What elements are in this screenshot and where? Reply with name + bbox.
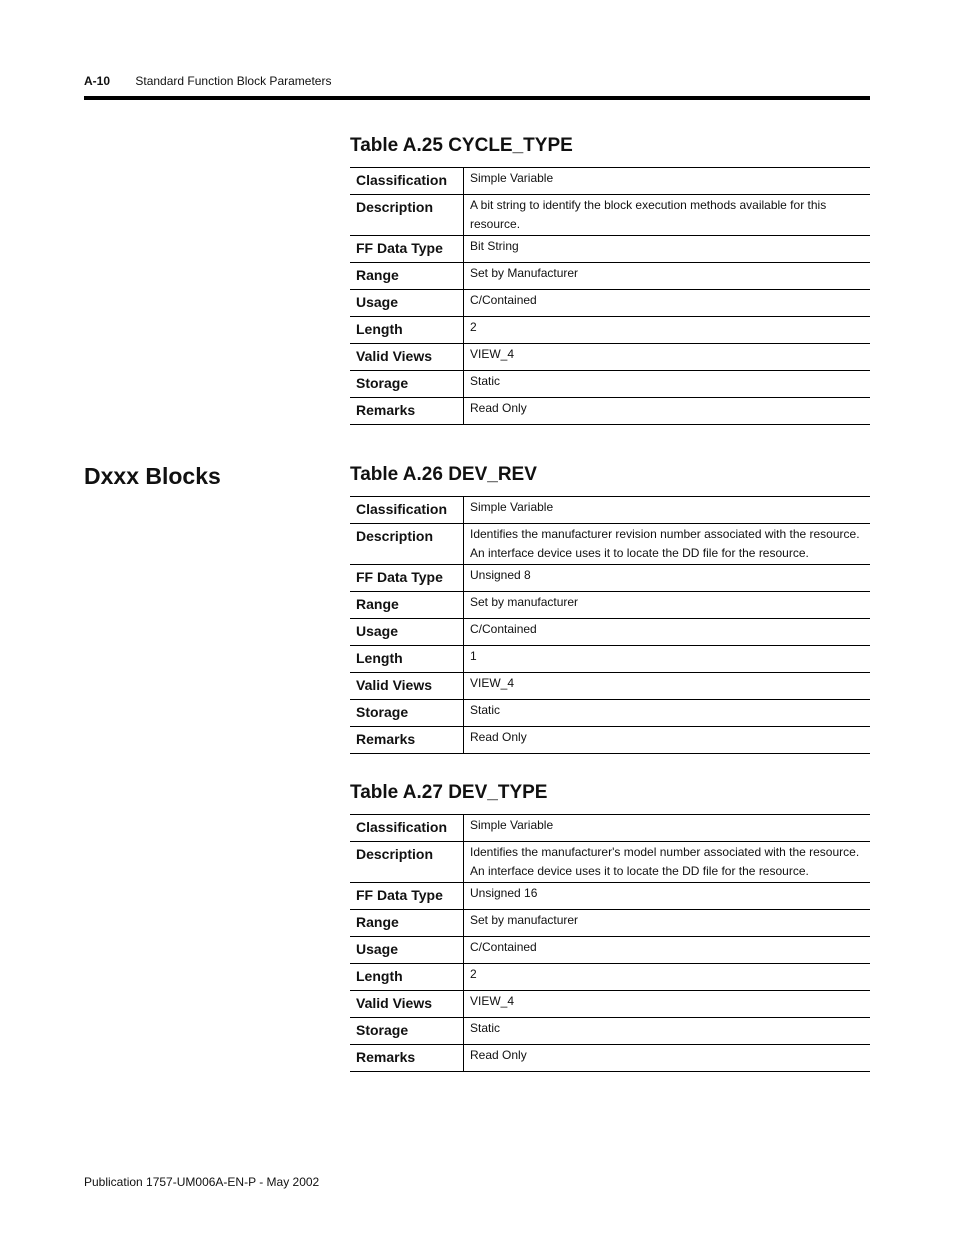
table-row bbox=[350, 646, 870, 673]
row-label: FF Data Type bbox=[350, 565, 464, 592]
row-value: Set by manufacturer bbox=[464, 910, 871, 937]
row-value: A bit string to identify the block execution methods available for this resource. bbox=[464, 195, 871, 236]
parameter-table bbox=[350, 167, 870, 425]
table-row bbox=[350, 398, 870, 425]
table-row bbox=[350, 236, 870, 263]
row-value: VIEW_4 bbox=[464, 991, 871, 1018]
row-label: Valid Views bbox=[350, 673, 464, 700]
table-row bbox=[350, 344, 870, 371]
table-row bbox=[350, 524, 870, 565]
table-title: Table A.25 CYCLE_TYPE bbox=[350, 135, 573, 156]
table-row bbox=[350, 700, 870, 727]
row-value: 2 bbox=[464, 964, 871, 991]
row-value: Identifies the manufacturer revision number associated with the resource. An interface device uses it to locate the DD file for the resource. bbox=[464, 524, 871, 565]
row-label: Valid Views bbox=[350, 991, 464, 1018]
table-row bbox=[350, 883, 870, 910]
table-row bbox=[350, 619, 870, 646]
header-title: Standard Function Block Parameters bbox=[135, 74, 332, 88]
row-label: Length bbox=[350, 646, 464, 673]
table-row bbox=[350, 727, 870, 754]
table-row bbox=[350, 371, 870, 398]
row-value: 2 bbox=[464, 317, 871, 344]
row-label: Description bbox=[350, 842, 464, 883]
row-label: Classification bbox=[350, 497, 464, 524]
row-value: Bit String bbox=[464, 236, 871, 263]
page-header bbox=[84, 72, 331, 90]
row-value: Read Only bbox=[470, 1048, 527, 1062]
row-label: Length bbox=[350, 317, 464, 344]
parameter-table-block bbox=[350, 133, 870, 425]
row-value: C/Contained bbox=[464, 619, 871, 646]
row-value: Simple Variable bbox=[464, 497, 871, 524]
table-row bbox=[350, 1045, 870, 1072]
table-row bbox=[350, 842, 870, 883]
table-title: Table A.26 DEV_REV bbox=[350, 464, 537, 485]
parameter-table bbox=[350, 814, 870, 1072]
row-label: Classification bbox=[350, 168, 464, 195]
page-footer: Publication 1757-UM006A-EN-P - May 2002 bbox=[84, 1175, 320, 1189]
row-label: Remarks bbox=[350, 1045, 464, 1072]
row-label: Storage bbox=[350, 1018, 464, 1045]
table-row bbox=[350, 497, 870, 524]
table-row bbox=[350, 991, 870, 1018]
row-label: FF Data Type bbox=[350, 883, 464, 910]
row-value: VIEW_4 bbox=[464, 344, 871, 371]
row-value: Static bbox=[464, 371, 871, 398]
table-row bbox=[350, 815, 870, 842]
row-label: Remarks bbox=[350, 398, 464, 425]
row-value: Unsigned 8 bbox=[464, 565, 871, 592]
row-label: Storage bbox=[350, 700, 464, 727]
table-row bbox=[350, 290, 870, 317]
table-row bbox=[350, 565, 870, 592]
table-row bbox=[350, 937, 870, 964]
row-value: Read Only bbox=[470, 401, 527, 415]
row-value: C/Contained bbox=[464, 937, 871, 964]
header-rule bbox=[84, 96, 870, 100]
table-row bbox=[350, 195, 870, 236]
page-number: A-10 bbox=[84, 74, 111, 88]
row-value: Set by Manufacturer bbox=[464, 263, 871, 290]
row-label: Description bbox=[350, 195, 464, 236]
row-value: Static bbox=[464, 700, 871, 727]
row-value: Simple Variable bbox=[464, 815, 871, 842]
row-label: Storage bbox=[350, 371, 464, 398]
row-value: C/Contained bbox=[464, 290, 871, 317]
table-row bbox=[350, 317, 870, 344]
row-value: Read Only bbox=[470, 730, 527, 744]
row-value: Unsigned 16 bbox=[464, 883, 871, 910]
parameter-table-block bbox=[350, 462, 870, 754]
row-value: Static bbox=[464, 1018, 871, 1045]
row-label: Usage bbox=[350, 290, 464, 317]
row-label: Usage bbox=[350, 937, 464, 964]
table-title: Table A.27 DEV_TYPE bbox=[350, 782, 548, 803]
row-value: VIEW_4 bbox=[464, 673, 871, 700]
table-row bbox=[350, 673, 870, 700]
section-title: Dxxx Blocks bbox=[84, 463, 221, 489]
parameter-table bbox=[350, 496, 870, 754]
row-label: Remarks bbox=[350, 727, 464, 754]
row-label: Usage bbox=[350, 619, 464, 646]
row-label: Description bbox=[350, 524, 464, 565]
table-row bbox=[350, 1018, 870, 1045]
table-row bbox=[350, 263, 870, 290]
row-label: Classification bbox=[350, 815, 464, 842]
row-label: Range bbox=[350, 910, 464, 937]
parameter-table-block bbox=[350, 780, 870, 1072]
row-label: Range bbox=[350, 592, 464, 619]
row-value: Simple Variable bbox=[464, 168, 871, 195]
row-value: 1 bbox=[464, 646, 871, 673]
row-label: Range bbox=[350, 263, 464, 290]
row-label: Length bbox=[350, 964, 464, 991]
table-row bbox=[350, 592, 870, 619]
table-row bbox=[350, 910, 870, 937]
row-label: FF Data Type bbox=[350, 236, 464, 263]
table-row bbox=[350, 168, 870, 195]
table-row bbox=[350, 964, 870, 991]
row-label: Valid Views bbox=[350, 344, 464, 371]
row-value: Set by manufacturer bbox=[464, 592, 871, 619]
row-value: Identifies the manufacturer's model number associated with the resource. An interface device uses it to locate the DD file for the resource. bbox=[464, 842, 871, 883]
